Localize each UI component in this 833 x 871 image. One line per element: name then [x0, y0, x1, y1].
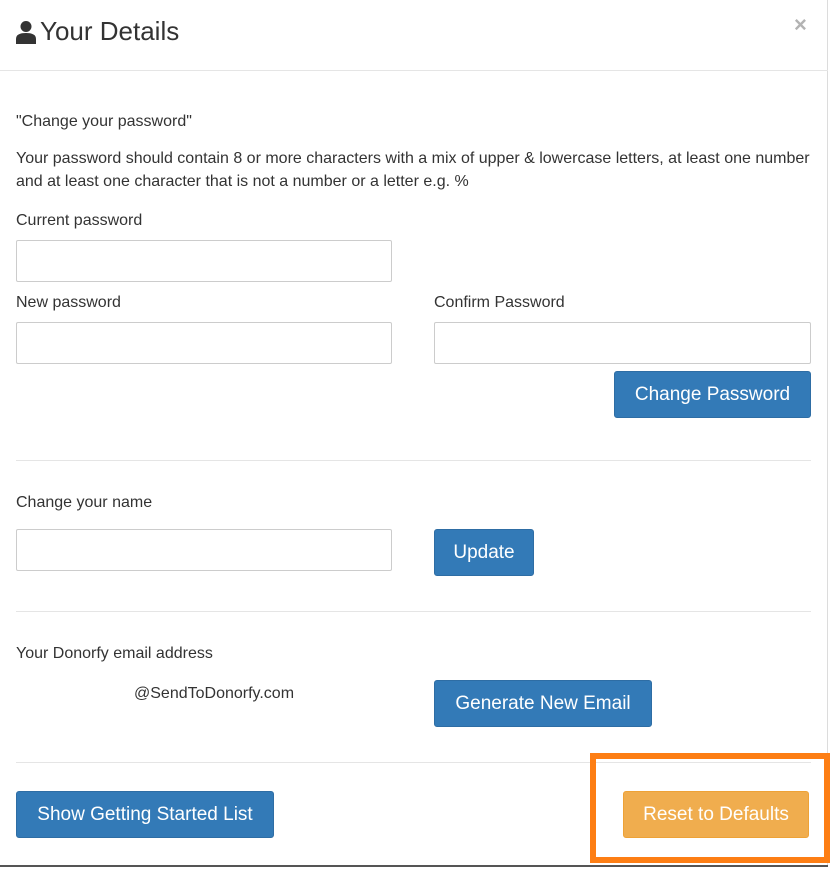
- modal-title: Your Details: [40, 16, 180, 46]
- section-divider: [16, 611, 811, 612]
- show-getting-started-list-button[interactable]: Show Getting Started List: [16, 791, 274, 838]
- modal-bottom-border: [0, 865, 828, 867]
- name-field[interactable]: [16, 529, 392, 571]
- password-requirements-text: Your password should contain 8 or more characters with a mix of upper & lowercase letters, at least one number and at least one character that is not a number or a letter e.g. %: [16, 150, 810, 190]
- reset-to-defaults-button[interactable]: Reset to Defaults: [623, 791, 809, 838]
- new-password-field[interactable]: [16, 322, 392, 364]
- change-name-label: Change your name: [16, 494, 153, 511]
- user-icon: [16, 20, 36, 44]
- section-divider: [16, 460, 811, 461]
- new-password-label: New password: [16, 294, 121, 311]
- donorfy-email-address: [16, 685, 294, 703]
- confirm-password-field[interactable]: [434, 322, 811, 364]
- annotation-highlight-box: [590, 753, 830, 863]
- generate-new-email-button[interactable]: Generate New Email: [434, 680, 652, 727]
- close-icon[interactable]: ×: [794, 12, 807, 37]
- change-password-button[interactable]: Change Password: [614, 371, 811, 418]
- password-section-heading: "Change your password": [16, 113, 192, 130]
- current-password-field[interactable]: [16, 240, 392, 282]
- current-password-label: Current password: [16, 212, 143, 229]
- update-name-button[interactable]: Update: [434, 529, 534, 576]
- redacted-email-prefix: [16, 686, 134, 698]
- email-domain: @SendToDonorfy.com: [134, 685, 295, 702]
- modal-header: [0, 0, 828, 71]
- donorfy-email-label: Your Donorfy email address: [16, 645, 213, 662]
- confirm-password-label: Confirm Password: [434, 294, 565, 311]
